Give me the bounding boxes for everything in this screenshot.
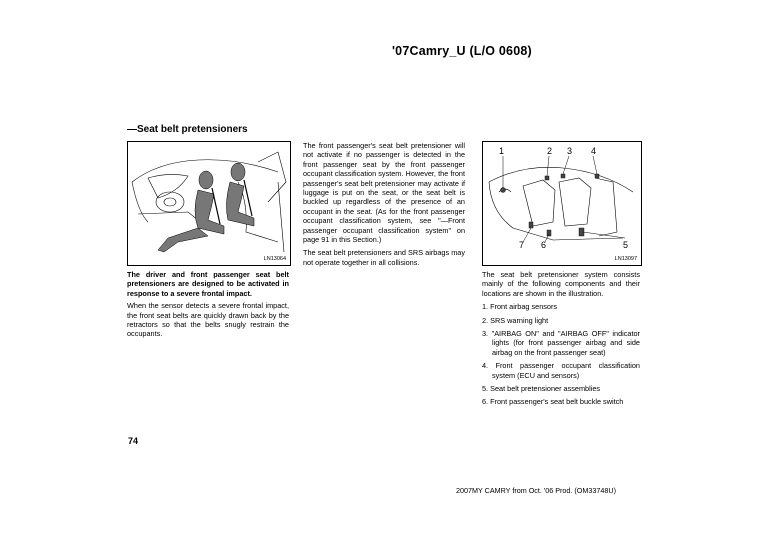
- figure-seat-belt-pretensioners: [127, 141, 291, 266]
- list-item: 4. Front passenger occupant classification system (ECU and sensors): [482, 361, 640, 380]
- callout-2: 2: [547, 146, 553, 156]
- callout-5: 5: [623, 240, 629, 250]
- column-2: [303, 141, 465, 267]
- list-item: 5. Seat belt pretensioner assemblies: [482, 384, 601, 394]
- callout-4: 4: [591, 146, 597, 156]
- document-header: '07Camry_U (L/O 0608): [392, 44, 532, 58]
- list-item: 6. Front passenger's seat belt buckle switch: [482, 397, 624, 407]
- section-title: —Seat belt pretensioners: [127, 124, 248, 135]
- list-item: 3. "AIRBAG ON" and "AIRBAG OFF" indicator lights (for front passenger airbag and side airbag on the front passenger seat): [482, 329, 640, 357]
- callout-1: 1: [499, 146, 505, 156]
- figure-code: LN13097: [614, 256, 637, 262]
- figure-component-locations: [482, 141, 642, 266]
- body-paragraph: When the sensor detects a severe frontal impact, the front seat belts are quickly drawn back by the retractors so that the belts snugly restrain the occupants.: [127, 301, 289, 339]
- list-item: 2. SRS warning light: [482, 315, 549, 325]
- list-item: 1. Front airbag sensors: [482, 302, 558, 312]
- column-1: [127, 270, 289, 339]
- occupants-illustration: [128, 142, 290, 265]
- body-paragraph: The seat belt pretensioners and SRS airbags may not operate together in all collisions.: [303, 248, 465, 267]
- component-list: [482, 302, 640, 407]
- body-paragraph: The front passenger's seat belt pretensioner will not activate if no passenger is detected in the front passenger seat by the front passenger occupant classification system. However, the front passenger's seat belt pretensioner may activate if luggage is put on the seat, or the seat belt is buckled up regardless of the presence of an occupant in the seat. (As for the front passenger occupant classification system, see "—Front passenger occupant classification system" on page 91 in this Section.): [303, 141, 465, 245]
- page-number: 74: [128, 436, 139, 446]
- column-3: [482, 270, 640, 411]
- figure-code: LN13064: [263, 256, 286, 262]
- document-footer: 2007MY CAMRY from Oct. '06 Prod. (OM33748U): [456, 486, 616, 495]
- component-locations-illustration: [483, 142, 641, 265]
- callout-3: 3: [567, 146, 573, 156]
- intro-paragraph: The seat belt pretensioner system consists mainly of the following components and their locations are shown in the illustration.: [482, 270, 640, 298]
- figure-caption: The driver and front passenger seat belt pretensioners are designed to be activated in response to a severe frontal impact.: [127, 270, 289, 298]
- callout-6: 6: [541, 240, 547, 250]
- callout-7: 7: [519, 240, 525, 250]
